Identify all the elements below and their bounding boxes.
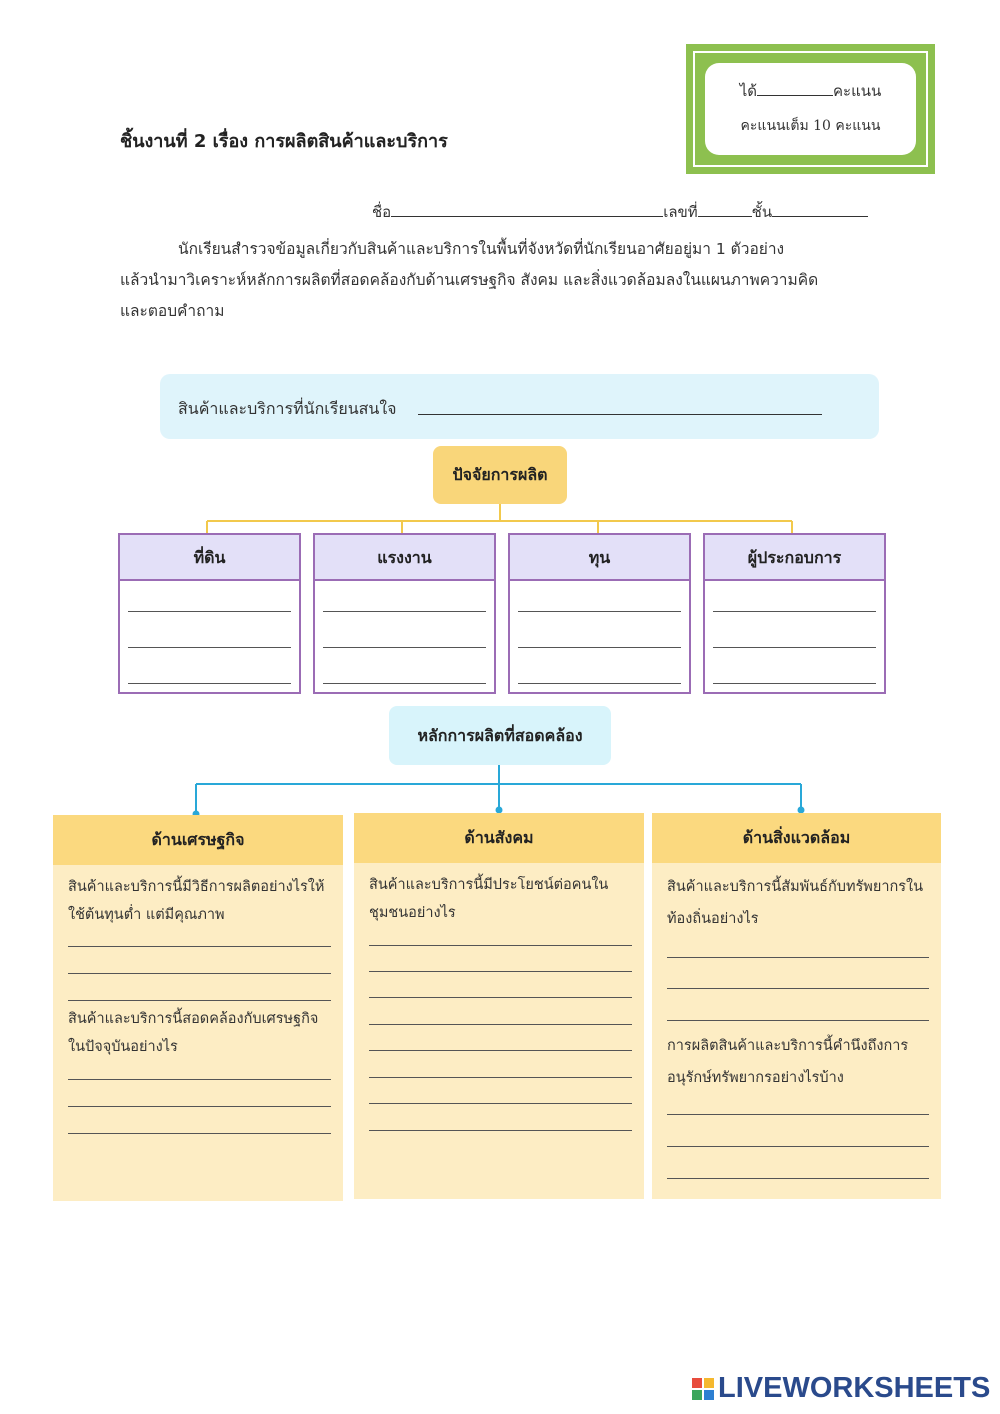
factor-answer-line[interactable] — [323, 647, 486, 648]
factor-card-labor — [313, 533, 496, 694]
aspect-heading-environment: ด้านสิ่งแวดล้อม — [652, 813, 941, 863]
answer-line[interactable] — [369, 1130, 632, 1131]
factor-title: ปัจจัยการผลิต — [452, 465, 548, 484]
answer-line[interactable] — [68, 946, 331, 947]
economic-question-1: สินค้าและบริการนี้มีวิธีการผลิตอย่างไรให้ใช้ต้นทุนต่ำ แต่มีคุณภาพ — [68, 879, 325, 923]
factor-card-land — [118, 533, 301, 694]
factor-answer-line[interactable] — [128, 647, 291, 648]
liveworksheets-logo-text: LIVEWORKSHEETS — [718, 1372, 991, 1404]
answer-line[interactable] — [68, 1079, 331, 1080]
answer-line[interactable] — [68, 973, 331, 974]
factor-card-entrepreneur — [703, 533, 886, 694]
environment-question-2: การผลิตสินค้าและบริการนี้คำนึงถึงการอนุรักษ์ทรัพยากรอย่างไรบ้าง — [667, 1038, 909, 1086]
aspect-heading-social: ด้านสังคม — [354, 813, 644, 863]
instructions-line-3: และตอบคำถาม — [120, 302, 225, 320]
instructions-line-2: แล้วนำมาวิเคราะห์หลักการผลิตที่สอดคล้องกับด้านเศรษฐกิจ สังคม และสิ่งแวดล้อมลงในแผนภาพความคิด — [120, 271, 819, 289]
answer-line[interactable] — [369, 1077, 632, 1078]
class-label: ชั้น — [751, 203, 773, 221]
score-got-suffix: คะแนน — [833, 82, 882, 100]
answer-line[interactable] — [369, 1024, 632, 1025]
score-got-prefix: ได้ — [739, 82, 757, 100]
interest-label: สินค้าและบริการที่นักเรียนสนใจ — [178, 399, 397, 418]
factor-answer-line[interactable] — [518, 683, 681, 684]
factor-heading-land: ที่ดิน — [120, 535, 299, 581]
answer-line[interactable] — [68, 1106, 331, 1107]
name-label: ชื่อ — [372, 203, 392, 221]
number-label: เลขที่ — [663, 203, 698, 221]
factor-heading-entrepreneur: ผู้ประกอบการ — [705, 535, 884, 581]
factor-heading-labor: แรงงาน — [315, 535, 494, 581]
factor-answer-line[interactable] — [323, 683, 486, 684]
answer-line[interactable] — [667, 1020, 929, 1021]
answer-line[interactable] — [667, 988, 929, 989]
aspect-card-economic — [53, 815, 343, 1201]
answer-line[interactable] — [68, 1133, 331, 1134]
score-full: คะแนนเต็ม 10 คะแนน — [740, 118, 881, 134]
aspect-heading-economic: ด้านเศรษฐกิจ — [53, 815, 343, 865]
answer-line[interactable] — [369, 945, 632, 946]
factor-answer-line[interactable] — [713, 647, 876, 648]
answer-line[interactable] — [369, 1103, 632, 1104]
answer-line[interactable] — [667, 1114, 929, 1115]
factor-answer-line[interactable] — [323, 611, 486, 612]
factor-answer-line[interactable] — [128, 611, 291, 612]
factor-answer-line[interactable] — [713, 683, 876, 684]
answer-line[interactable] — [68, 1000, 331, 1001]
answer-line[interactable] — [667, 957, 929, 958]
environment-question-1: สินค้าและบริการนี้สัมพันธ์กับทรัพยากรในท้องถิ่นอย่างไร — [667, 879, 924, 927]
answer-line[interactable] — [369, 1050, 632, 1051]
aspect-card-social — [354, 813, 644, 1199]
factor-card-capital — [508, 533, 691, 694]
principle-title: หลักการผลิตที่สอดคล้อง — [417, 726, 583, 745]
factor-answer-line[interactable] — [518, 647, 681, 648]
answer-line[interactable] — [667, 1146, 929, 1147]
factor-answer-line[interactable] — [713, 611, 876, 612]
factor-answer-line[interactable] — [518, 611, 681, 612]
aspect-card-environment — [652, 813, 941, 1199]
liveworksheets-logo-mark — [692, 1378, 714, 1402]
answer-line[interactable] — [369, 971, 632, 972]
factor-connector — [207, 504, 792, 533]
factor-answer-line[interactable] — [128, 683, 291, 684]
answer-line[interactable] — [369, 997, 632, 998]
factor-heading-capital: ทุน — [510, 535, 689, 581]
economic-question-2: สินค้าและบริการนี้สอดคล้องกับเศรษฐกิจในปัจจุบันอย่างไร — [68, 1011, 319, 1055]
page-title: ชิ้นงานที่ 2 เรื่อง การผลิตสินค้าและบริการ — [120, 131, 448, 152]
answer-line[interactable] — [667, 1178, 929, 1179]
instructions-line-1: นักเรียนสำรวจข้อมูลเกี่ยวกับสินค้าและบริการในพื้นที่จังหวัดที่นักเรียนอาศัยอยู่มา 1 ตัวอย่าง — [178, 240, 785, 258]
social-question-1: สินค้าและบริการนี้มีประโยชน์ต่อคนในชุมชนอย่างไร — [369, 877, 609, 921]
